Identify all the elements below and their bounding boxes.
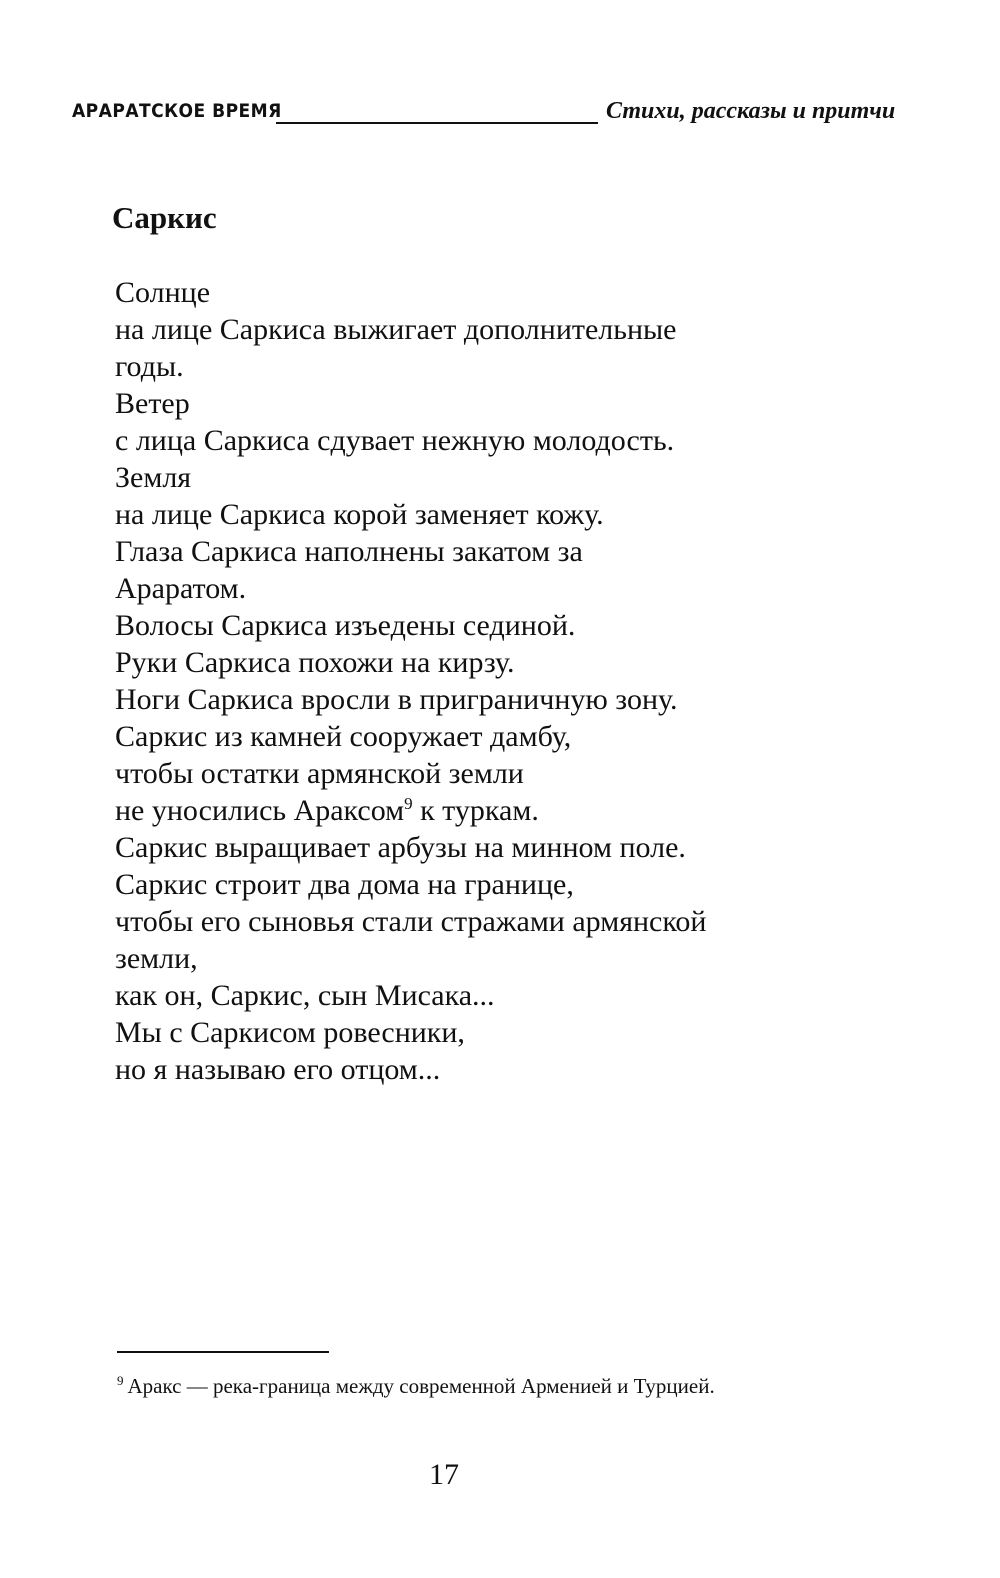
poem-line: Ветер: [115, 387, 190, 420]
footnote-number: 9: [117, 1373, 124, 1388]
book-subtitle: Стихи, рассказы и притчи: [606, 98, 896, 124]
poem-line: Солнце: [115, 276, 211, 309]
poem-line: Земля: [115, 461, 192, 494]
poem-line: чтобы его сыновья стали стражами армянской: [115, 905, 707, 938]
poem-line: Араратом.: [115, 572, 247, 605]
poem-line: Саркис из камней сооружает дамбу,: [115, 720, 572, 753]
poem-line: годы.: [115, 350, 184, 383]
poem-line: с лица Саркиса сдувает нежную молодость.: [115, 424, 675, 457]
poem-line: как он, Саркис, сын Мисака...: [115, 979, 495, 1012]
poem-line: на лице Саркиса корой заменяет кожу.: [115, 498, 604, 531]
poem-line: Волосы Саркиса изъедены сединой.: [115, 609, 576, 642]
poem-line: Ноги Саркиса вросли в приграничную зону.: [115, 683, 678, 716]
header-rule: [276, 122, 598, 124]
footnote: [117, 1374, 715, 1399]
footnote-separator: [117, 1351, 329, 1353]
poem-line-with-footnote: [115, 792, 835, 829]
footnote-reference[interactable]: 9: [404, 794, 413, 813]
poem-title: Саркис: [112, 200, 217, 235]
poem-line: чтобы остатки армянской земли: [115, 757, 524, 790]
book-title: АРАРАТСКОЕ ВРЕМЯ: [72, 100, 282, 122]
footnote-text: Аракс — река-граница между современной Арменией и Турцией.: [127, 1374, 715, 1398]
poem-line: Саркис выращивает арбузы на минном поле.: [115, 831, 686, 864]
poem-line: но я называю его отцом...: [115, 1053, 441, 1086]
poem-line: Саркис строит два дома на границе,: [115, 868, 574, 901]
running-header: [72, 98, 896, 138]
poem-body: [115, 274, 835, 1088]
poem-line-tail: к туркам.: [412, 794, 539, 827]
poem-line: Руки Саркиса похожи на кирзу.: [115, 646, 515, 679]
poem-line: Мы с Саркисом ровесники,: [115, 1016, 465, 1049]
page-number: 17: [429, 1458, 459, 1491]
poem-line: земли,: [115, 942, 198, 975]
poem-line-text: не уносились Араксом: [115, 794, 405, 827]
poem-line: Глаза Саркиса наполнены закатом за: [115, 535, 583, 568]
poem-line: на лице Саркиса выжигает дополнительные: [115, 313, 677, 346]
